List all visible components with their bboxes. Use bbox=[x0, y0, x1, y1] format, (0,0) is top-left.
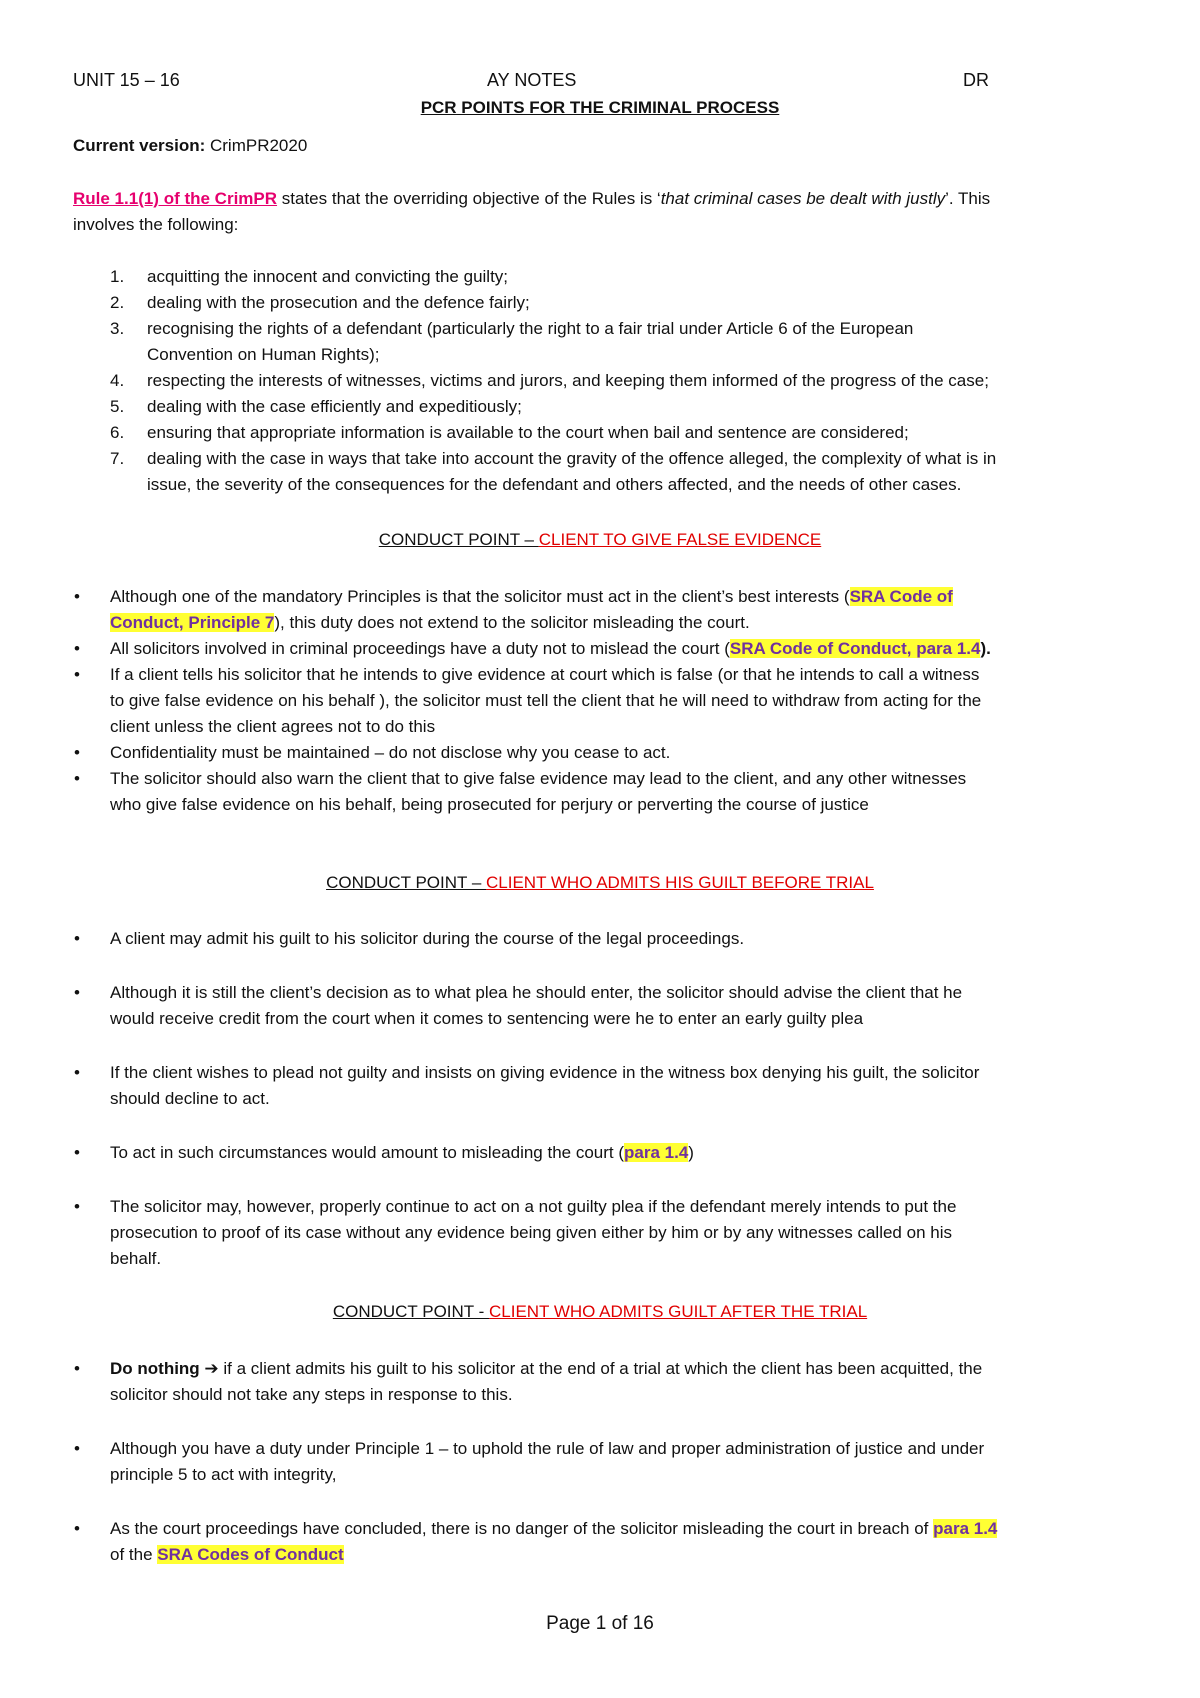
section-prefix: CONDUCT POINT – bbox=[378, 530, 539, 549]
bullet-text-continued bbox=[110, 1542, 344, 1568]
highlight-reference: SRA Codes of Conduct bbox=[157, 1545, 344, 1564]
section-heading-false-evidence bbox=[0, 530, 1200, 550]
bullet-text-part: ). bbox=[980, 639, 991, 658]
bullet-text-continued: who give false evidence on his behalf, being prosecuted for perjury or perverting the course of justice bbox=[110, 795, 869, 814]
list-item: ensuring that appropriate information is available to the court when bail and sentence are considered; bbox=[147, 423, 909, 442]
bullet-text: Although you have a duty under Principle 1 – to uphold the rule of law and proper administration of justice and under bbox=[110, 1439, 985, 1458]
list-item: recognising the rights of a defendant (particularly the right to a fair trial under Article 6 of the European bbox=[147, 319, 914, 338]
list-number: 5. bbox=[110, 397, 125, 416]
intro-text-end: ’. This bbox=[945, 189, 991, 208]
bullet-text: A client may admit his guilt to his solicitor during the course of the legal proceedings. bbox=[110, 929, 745, 948]
bullet-icon: • bbox=[74, 1063, 80, 1082]
intro-line-2: involves the following: bbox=[73, 215, 239, 234]
list-number: 4. bbox=[110, 371, 125, 390]
bullet-text-part: ), this duty does not extend to the solicitor misleading the court. bbox=[274, 613, 750, 632]
bullet-text bbox=[110, 1356, 982, 1382]
bullet-text-part: All solicitors involved in criminal proceedings have a duty not to mislead the court ( bbox=[110, 639, 730, 658]
intro-quote: that criminal cases be dealt with justly bbox=[660, 189, 946, 208]
section-title: CLIENT WHO ADMITS HIS GUILT BEFORE TRIAL bbox=[486, 873, 874, 892]
list-item: dealing with the case in ways that take into account the gravity of the offence alleged, the complexity of what is in bbox=[147, 449, 997, 468]
list-number: 6. bbox=[110, 423, 125, 442]
bullet-text-continued: to give false evidence on his behalf ), the solicitor must tell the client that he will need to withdraw from acting for the bbox=[110, 691, 982, 710]
list-number: 7. bbox=[110, 449, 125, 468]
bullet-text-continued: should decline to act. bbox=[110, 1089, 270, 1108]
bullet-text-part: if a client admits his guilt to his solicitor at the end of a trial at which the client has been acquitted, the bbox=[218, 1359, 983, 1378]
list-item: acquitting the innocent and convicting the guilty; bbox=[147, 267, 509, 286]
bullet-icon: • bbox=[74, 1197, 80, 1216]
bullet-text-bold: Do nothing bbox=[110, 1359, 205, 1378]
bullet-icon: • bbox=[74, 639, 80, 658]
header-center: AY NOTES bbox=[487, 70, 577, 90]
bullet-text: The solicitor should also warn the client that to give false evidence may lead to the client, and any other witnesses bbox=[110, 769, 967, 788]
bullet-text bbox=[110, 1516, 997, 1542]
bullet-text-continued: principle 5 to act with integrity, bbox=[110, 1465, 337, 1484]
list-number: 3. bbox=[110, 319, 125, 338]
header-right: DR bbox=[963, 70, 989, 90]
highlight-reference: para 1.4 bbox=[624, 1143, 689, 1162]
bullet-icon: • bbox=[74, 769, 80, 788]
bullet-text: If a client tells his solicitor that he intends to give evidence at court which is false (or that he intends to call a witness bbox=[110, 665, 980, 684]
page-number: Page 1 of 16 bbox=[546, 1613, 654, 1634]
list-number: 1. bbox=[110, 267, 125, 286]
list-item-continued: issue, the severity of the consequences for the defendant and others affected, and the needs of other cases. bbox=[147, 475, 962, 494]
version-value: CrimPR2020 bbox=[209, 136, 308, 155]
bullet-icon: • bbox=[74, 1359, 80, 1378]
rule-reference: Rule 1.1(1) of the CrimPR bbox=[73, 189, 278, 208]
bullet-text-part: As the court proceedings have concluded, there is no danger of the solicitor misleading the court in breach of bbox=[110, 1519, 934, 1538]
list-item: respecting the interests of witnesses, victims and jurors, and keeping them informed of the progress of the case; bbox=[147, 371, 989, 390]
section-heading-guilt-after-trial bbox=[0, 1302, 1200, 1322]
bullet-text-part: ) bbox=[688, 1143, 694, 1162]
intro-line bbox=[73, 186, 990, 212]
bullet-text-continued bbox=[110, 610, 750, 636]
bullet-icon: • bbox=[74, 665, 80, 684]
section-prefix: CONDUCT POINT – bbox=[326, 873, 487, 892]
bullet-text-part: of the bbox=[110, 1545, 158, 1564]
section-prefix: CONDUCT POINT - bbox=[332, 1302, 489, 1321]
bullet-icon: • bbox=[74, 587, 80, 606]
bullet-text: If the client wishes to plead not guilty and insists on giving evidence in the witness box denying his guilt, the solicitor bbox=[110, 1063, 980, 1082]
highlight-reference: SRA Code of Conduct, para 1.4 bbox=[729, 639, 981, 658]
bullet-text-continued: behalf. bbox=[110, 1249, 162, 1268]
bullet-text bbox=[110, 636, 991, 662]
version-line bbox=[73, 133, 307, 159]
bullet-icon: • bbox=[74, 983, 80, 1002]
arrow-icon: ➔ bbox=[204, 1359, 219, 1378]
bullet-text-continued: client unless the client agrees not to do this bbox=[110, 717, 436, 736]
bullet-icon: • bbox=[74, 1143, 80, 1162]
section-heading-guilt-before-trial bbox=[0, 873, 1200, 893]
bullet-text-continued: would receive credit from the court when it comes to sentencing were he to enter an early guilty plea bbox=[110, 1009, 864, 1028]
page-title: PCR POINTS FOR THE CRIMINAL PROCESS bbox=[420, 98, 780, 117]
list-number: 2. bbox=[110, 293, 125, 312]
highlight-reference: para 1.4 bbox=[933, 1519, 998, 1538]
bullet-text: Confidentiality must be maintained – do not disclose why you cease to act. bbox=[110, 743, 671, 762]
bullet-text bbox=[110, 1140, 694, 1166]
bullet-icon: • bbox=[74, 1519, 80, 1538]
list-item-continued: Convention on Human Rights); bbox=[147, 345, 380, 364]
list-item: dealing with the case efficiently and expeditiously; bbox=[147, 397, 522, 416]
bullet-icon: • bbox=[74, 1439, 80, 1458]
bullet-text-part: To act in such circumstances would amount to misleading the court ( bbox=[110, 1143, 625, 1162]
section-title: CLIENT TO GIVE FALSE EVIDENCE bbox=[538, 530, 822, 549]
header-left: UNIT 15 – 16 bbox=[73, 70, 180, 90]
highlight-reference: SRA Code of bbox=[849, 587, 953, 606]
bullet-text bbox=[110, 584, 953, 610]
list-item: dealing with the prosecution and the defence fairly; bbox=[147, 293, 530, 312]
bullet-text: The solicitor may, however, properly continue to act on a not guilty plea if the defendant merely intends to put the bbox=[110, 1197, 957, 1216]
intro-text: states that the overriding objective of the Rules is ‘ bbox=[277, 189, 661, 208]
version-label: Current version: bbox=[73, 136, 206, 155]
section-title: CLIENT WHO ADMITS GUILT AFTER THE TRIAL bbox=[488, 1302, 868, 1321]
bullet-text: Although it is still the client’s decision as to what plea he should enter, the solicitor should advise the client that he bbox=[110, 983, 963, 1002]
highlight-reference: Conduct, Principle 7 bbox=[110, 613, 275, 632]
bullet-text-part: Although one of the mandatory Principles is that the solicitor must act in the client’s best interests ( bbox=[110, 587, 850, 606]
bullet-text-continued: prosecution to proof of its case without any evidence being given either by him or by any witnesses called on his bbox=[110, 1223, 952, 1242]
bullet-icon: • bbox=[74, 929, 80, 948]
bullet-text-continued: solicitor should not take any steps in response to this. bbox=[110, 1385, 513, 1404]
bullet-icon: • bbox=[74, 743, 80, 762]
